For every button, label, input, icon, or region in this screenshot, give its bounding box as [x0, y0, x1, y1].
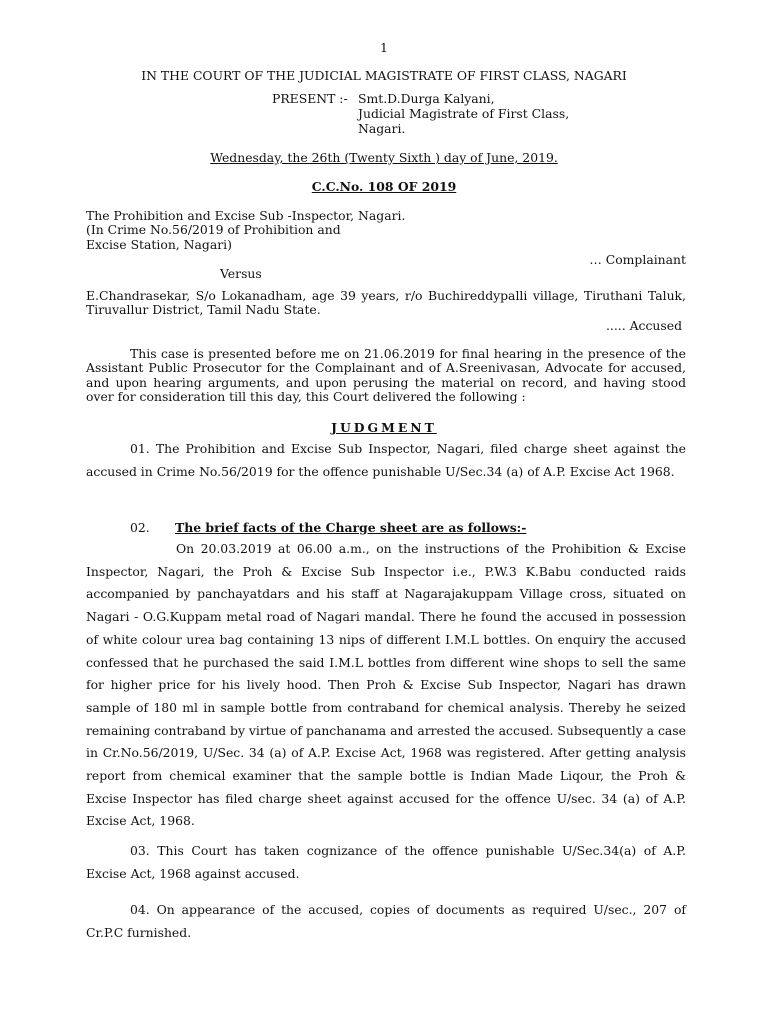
court-heading: IN THE COURT OF THE JUDICIAL MAGISTRATE OF FIRST CLASS, NAGARI	[141, 68, 627, 83]
paragraph-02-number: 02.	[130, 520, 150, 535]
complainant-line-1: The Prohibition and Excise Sub -Inspector, Nagari.	[86, 208, 406, 223]
page-number: 1	[380, 40, 388, 55]
date-line: Wednesday, the 26th (Twenty Sixth ) day of June, 2019.	[210, 150, 558, 165]
magistrate-place: Nagari.	[358, 121, 406, 136]
intro-paragraph: This case is presented before me on 21.06.2019 for final hearing in the presence of the Assistant Public Prosecutor for the Complainant and of A.Sreenivasan, Advocate for accused, and upon hearing arguments, and upon perusing the material on record, and having stood over for consideration till this day, this Court delivered the following :	[86, 346, 686, 405]
paragraph-02-heading: The brief facts of the Charge sheet are as follows:-	[175, 520, 527, 535]
judgment-heading: JUDGMENT	[331, 420, 437, 435]
present-label: PRESENT :-	[272, 91, 348, 106]
magistrate-designation: Judicial Magistrate of First Class,	[358, 106, 570, 121]
accused-role: ..... Accused	[605, 318, 682, 333]
case-number: C.C.No. 108 OF 2019	[311, 179, 457, 194]
complainant-line-2: (In Crime No.56/2019 of Prohibition and	[86, 222, 341, 237]
accused-details: E.Chandrasekar, S/o Lokanadham, age 39 years, r/o Buchireddypalli village, Tiruthani Taluk, Tiruvallur District, Tamil Nadu State.	[86, 288, 686, 318]
complainant-role: … Complainant	[589, 252, 686, 267]
paragraph-02-body: On 20.03.2019 at 06.00 a.m., on the instructions of the Prohibition & Excise Inspector, Nagari, the Proh & Excise Sub Inspector i.e., P.W.3 K.Babu conducted raids accompanied by panchayatdars and his staff at Nagarajakuppam Village cross, situated on Nagari - O.G.Kuppam metal road of Nagari mandal. There he found the accused in possession of white colour urea bag containing 13 nips of different I.M.L bottles. On enquiry the accused confessed that he purchased the said I.M.L bottles from different wine shops to sell the same for higher price for his lively hood. Then Proh & Excise Sub Inspector, Nagari has drawn sample of 180 ml in sample bottle from contraband for chemical analysis. Thereby he seized remaining contraband by virtue of panchanama and arrested the accused. Subsequently a case in Cr.No.56/2019, U/Sec. 34 (a) of A.P. Excise Act, 1968 was registered. After getting analysis report from chemical examiner that the sample bottle is Indian Made Liqour, the Proh & Excise Inspector has filed charge sheet against accused for the offence U/sec. 34 (a) of A.P. Excise Act, 1968.	[86, 541, 686, 829]
paragraph-03: 03. This Court has taken cognizance of the offence punishable U/Sec.34(a) of A.P. Excise Act, 1968 against accused.	[86, 843, 686, 881]
versus-label: Versus	[220, 266, 262, 281]
magistrate-name: Smt.D.Durga Kalyani,	[358, 91, 495, 106]
complainant-line-3: Excise Station, Nagari)	[86, 237, 232, 252]
paragraph-01: 01. The Prohibition and Excise Sub Inspector, Nagari, filed charge sheet against the accused in Crime No.56/2019 for the offence punishable U/Sec.34 (a) of A.P. Excise Act 1968.	[86, 441, 686, 479]
paragraph-04: 04. On appearance of the accused, copies of documents as required U/sec., 207 of Cr.P.C furnished.	[86, 902, 686, 940]
